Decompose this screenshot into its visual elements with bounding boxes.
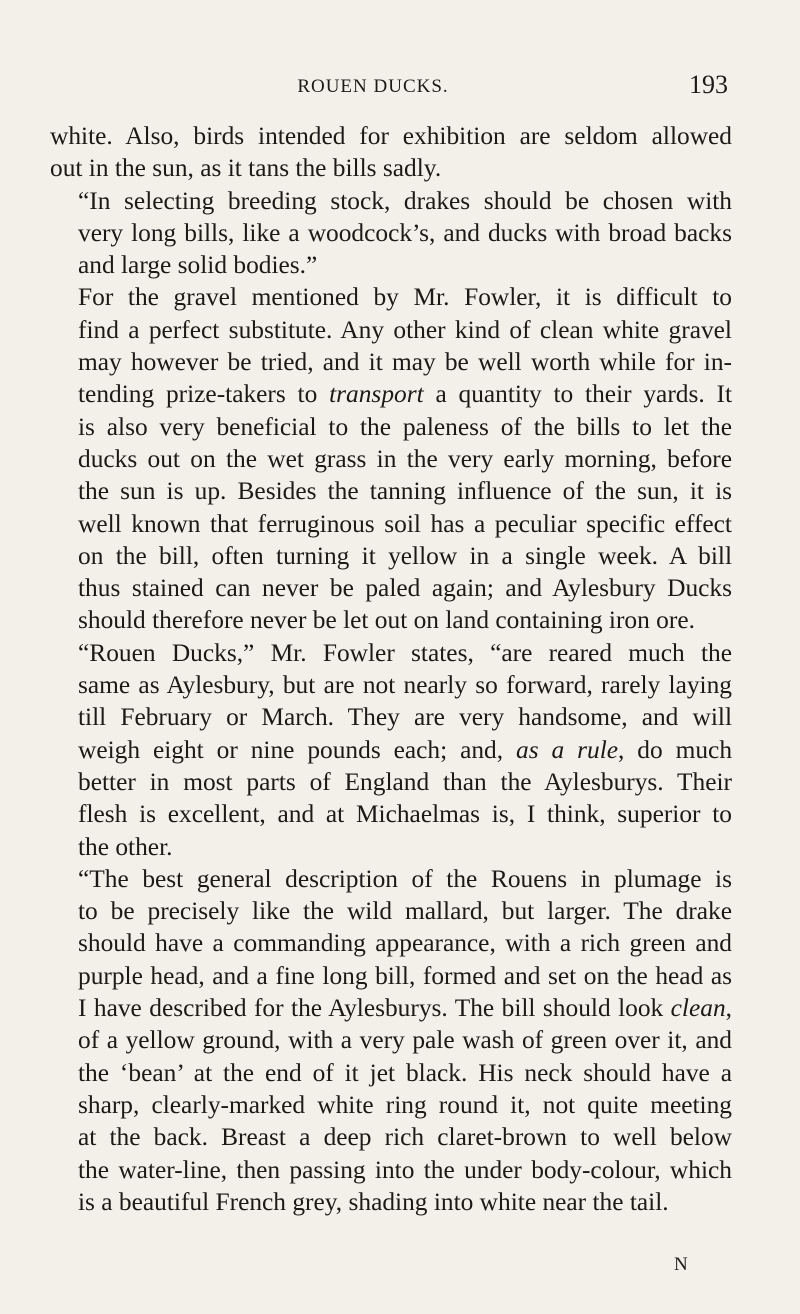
text-line: “The best general description of the Rouens in plumage is xyxy=(78,864,732,893)
text-line: is a beautiful French grey, shading into white near the tail. xyxy=(78,1187,669,1216)
text-line: “In selecting breeding stock, drakes should be chosen with xyxy=(78,186,732,215)
text-line: the sun is up. Besides the tanning influence of the sun, it is xyxy=(78,477,732,506)
text-segment: , xyxy=(725,994,732,1023)
text-line: well known that ferruginous soil has a peculiar specific effect xyxy=(78,509,732,538)
italic-word: clean xyxy=(670,994,726,1023)
text-line: till February or March. They are very handsome, and will xyxy=(78,703,732,732)
text-line: better in most parts of England than the Aylesburys. Their xyxy=(78,767,732,796)
text-line: the ‘bean’ at the end of it jet black. His neck should have a xyxy=(78,1058,732,1087)
text-line: should therefore never be let out on land containing iron ore. xyxy=(78,606,695,635)
text-segment: tending prize-takers to xyxy=(78,380,330,409)
paragraph-1 xyxy=(50,120,732,185)
text-line: purple head, and a fine long bill, formed and set on the head as xyxy=(78,961,732,990)
text-line xyxy=(50,378,732,410)
text-segment: , do much xyxy=(618,735,733,764)
text-line: and large solid bodies.” xyxy=(78,251,318,280)
text-line xyxy=(50,734,732,766)
running-head: ROUEN DUCKS. xyxy=(297,76,449,97)
text-segment: I have described for the Aylesburys. The bill should look xyxy=(78,994,671,1023)
text-line: For the gravel mentioned by Mr. Fowler, it is difficult to xyxy=(78,283,732,312)
page-header xyxy=(48,70,728,110)
text-line: at the back. Breast a deep rich claret-brown to well below xyxy=(78,1123,732,1152)
text-segment: weigh eight or nine pounds each; and, xyxy=(78,735,517,764)
paragraph-5 xyxy=(50,863,732,1218)
text-line: the water-line, then passing into the under body-colour, which xyxy=(78,1155,732,1184)
text-segment: a quantity to their yards. It xyxy=(423,380,733,409)
text-line: the other. xyxy=(78,832,173,861)
signature-mark: N xyxy=(674,1254,688,1275)
text-line: may however be tried, and it may be well worth while for in- xyxy=(78,348,732,377)
text-line: same as Aylesbury, but are not nearly so forward, rarely laying xyxy=(78,671,732,700)
page-number: 193 xyxy=(689,70,728,99)
text-line: sharp, clearly-marked white ring round it, not quite meeting xyxy=(78,1090,732,1119)
text-line: to be precisely like the wild mallard, but larger. The drake xyxy=(78,897,732,926)
paragraph-2 xyxy=(50,185,732,282)
italic-word: transport xyxy=(329,380,424,409)
text-line: on the bill, often turning it yellow in a single week. A bill xyxy=(78,541,732,570)
text-line: of a yellow ground, with a very pale wash of green over it, and xyxy=(78,1026,732,1055)
text-line: should have a commanding appearance, with a rich green and xyxy=(78,929,732,958)
text-line: thus stained can never be paled again; and Aylesbury Ducks xyxy=(78,574,732,603)
italic-phrase: as a rule xyxy=(516,735,619,764)
text-line xyxy=(50,992,732,1024)
text-line: out in the sun, as it tans the bills sadly. xyxy=(50,154,442,183)
body-text xyxy=(50,120,732,1218)
text-line: find a perfect substitute. Any other kind of clean white gravel xyxy=(78,315,732,344)
paragraph-4 xyxy=(50,637,732,863)
text-line: ducks out on the wet grass in the very early morning, before xyxy=(78,444,732,473)
paragraph-3 xyxy=(50,281,732,636)
text-line: flesh is excellent, and at Michaelmas is, I think, superior to xyxy=(78,800,732,829)
text-line: is also very beneficial to the paleness of the bills to let the xyxy=(78,412,732,441)
text-line: very long bills, like a woodcock’s, and ducks with broad backs xyxy=(78,218,732,247)
text-line: white. Also, birds intended for exhibition are seldom allowed xyxy=(50,122,732,150)
text-line: “Rouen Ducks,” Mr. Fowler states, “are reared much the xyxy=(78,638,732,667)
